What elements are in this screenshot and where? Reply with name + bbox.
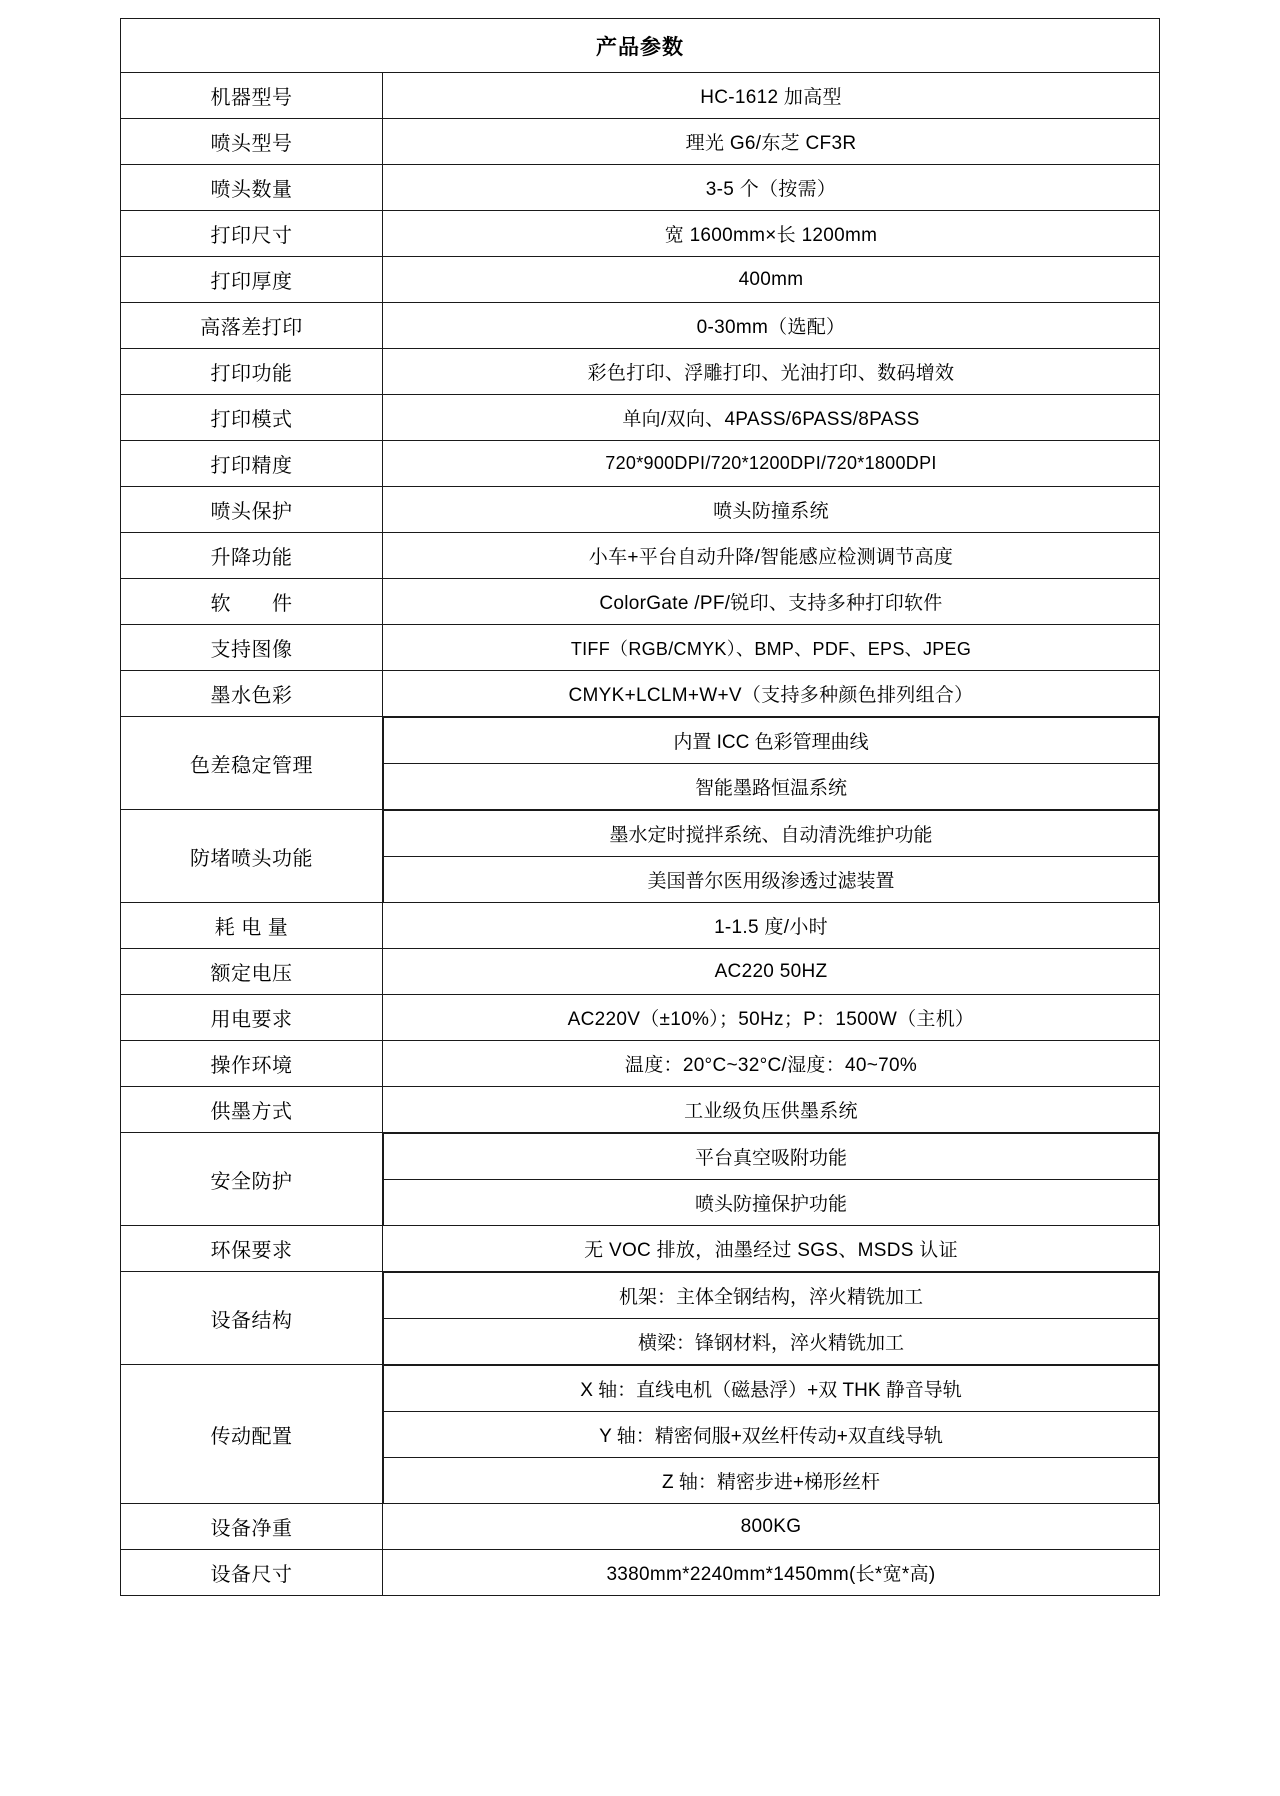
table-row (121, 1226, 1160, 1272)
product-spec-table (120, 18, 1160, 1596)
spec-value-sublist (383, 1272, 1159, 1364)
spec-value-cell: 温度：20°C~32°C/湿度：40~70% (383, 1041, 1160, 1087)
spec-label: 打印尺寸 (121, 211, 383, 257)
table-row (121, 349, 1160, 395)
spec-label: 设备尺寸 (121, 1550, 383, 1596)
spec-value-cell (383, 1272, 1160, 1365)
table-row (121, 1365, 1160, 1504)
spec-value: 内置 ICC 色彩管理曲线 (384, 718, 1159, 764)
spec-value-subrow (384, 718, 1159, 764)
spec-value-cell: 800KG (383, 1504, 1160, 1550)
spec-value-subrow (384, 1412, 1159, 1458)
table-row (121, 717, 1160, 810)
table-row (121, 1041, 1160, 1087)
table-row (121, 1504, 1160, 1550)
table-row (121, 303, 1160, 349)
spec-value-subrow (384, 1180, 1159, 1226)
page-title: 产品参数 (121, 19, 1160, 73)
spec-label: 喷头保护 (121, 487, 383, 533)
spec-label: 墨水色彩 (121, 671, 383, 717)
spec-label: 供墨方式 (121, 1087, 383, 1133)
table-row (121, 995, 1160, 1041)
table-row (121, 441, 1160, 487)
spec-label: 传动配置 (121, 1365, 383, 1504)
spec-value-cell (383, 1133, 1160, 1226)
spec-value-subrow (384, 1134, 1159, 1180)
spec-value-cell: ColorGate /PF/锐印、支持多种打印软件 (383, 579, 1160, 625)
spec-value-sublist (383, 810, 1159, 902)
spec-value-cell: 宽 1600mm×长 1200mm (383, 211, 1160, 257)
spec-label: 安全防护 (121, 1133, 383, 1226)
spec-label: 防堵喷头功能 (121, 810, 383, 903)
table-row (121, 1087, 1160, 1133)
spec-value-subrow (384, 857, 1159, 903)
spec-value-cell: 720*900DPI/720*1200DPI/720*1800DPI (383, 441, 1160, 487)
spec-rows (121, 73, 1160, 1596)
table-row (121, 533, 1160, 579)
spec-value-cell: TIFF（RGB/CMYK）、BMP、PDF、EPS、JPEG (383, 625, 1160, 671)
spec-value-cell: 理光 G6/东芝 CF3R (383, 119, 1160, 165)
table-row (121, 211, 1160, 257)
spec-value-cell: 工业级负压供墨系统 (383, 1087, 1160, 1133)
spec-label: 环保要求 (121, 1226, 383, 1272)
spec-label: 软 件 (121, 579, 383, 625)
spec-value-sublist (383, 717, 1159, 809)
spec-value: 智能墨路恒温系统 (384, 764, 1159, 810)
table-row (121, 165, 1160, 211)
spec-label: 机器型号 (121, 73, 383, 119)
spec-value-subrow (384, 764, 1159, 810)
spec-value-cell: 无 VOC 排放，油墨经过 SGS、MSDS 认证 (383, 1226, 1160, 1272)
spec-value: 墨水定时搅拌系统、自动清洗维护功能 (384, 811, 1159, 857)
spec-value-cell (383, 717, 1160, 810)
table-row (121, 579, 1160, 625)
spec-value-subrow (384, 1366, 1159, 1412)
spec-value: 美国普尔医用级渗透过滤装置 (384, 857, 1159, 903)
spec-label: 打印模式 (121, 395, 383, 441)
spec-value-subrow (384, 1273, 1159, 1319)
spec-label: 用电要求 (121, 995, 383, 1041)
spec-value-sublist (383, 1365, 1159, 1503)
spec-value-cell: AC220 50HZ (383, 949, 1160, 995)
spec-label: 设备净重 (121, 1504, 383, 1550)
spec-value-cell: 喷头防撞系统 (383, 487, 1160, 533)
table-row (121, 257, 1160, 303)
spec-value-subrow (384, 1319, 1159, 1365)
spec-label: 额定电压 (121, 949, 383, 995)
spec-value-subrow (384, 811, 1159, 857)
spec-label: 高落差打印 (121, 303, 383, 349)
spec-label: 耗 电 量 (121, 903, 383, 949)
spec-label: 色差稳定管理 (121, 717, 383, 810)
spec-label: 设备结构 (121, 1272, 383, 1365)
spec-value-cell: 小车+平台自动升降/智能感应检测调节高度 (383, 533, 1160, 579)
spec-value-subrow (384, 1458, 1159, 1504)
table-row (121, 73, 1160, 119)
spec-value-cell: AC220V（±10%）；50Hz；P：1500W（主机） (383, 995, 1160, 1041)
spec-value-cell: 单向/双向、4PASS/6PASS/8PASS (383, 395, 1160, 441)
spec-value-sublist (383, 1133, 1159, 1225)
spec-value-cell (383, 810, 1160, 903)
spec-value: X 轴：直线电机（磁悬浮）+双 THK 静音导轨 (384, 1366, 1159, 1412)
spec-label: 操作环境 (121, 1041, 383, 1087)
spec-value-cell: CMYK+LCLM+W+V（支持多种颜色排列组合） (383, 671, 1160, 717)
table-row (121, 625, 1160, 671)
spec-value: 横梁：锋钢材料，淬火精铣加工 (384, 1319, 1159, 1365)
spec-value: 喷头防撞保护功能 (384, 1180, 1159, 1226)
spec-value-cell: HC-1612 加高型 (383, 73, 1160, 119)
table-row (121, 1550, 1160, 1596)
table-row (121, 395, 1160, 441)
spec-value-cell: 3-5 个（按需） (383, 165, 1160, 211)
spec-table-body (121, 19, 1160, 73)
table-row (121, 671, 1160, 717)
spec-label: 支持图像 (121, 625, 383, 671)
spec-value-cell: 3380mm*2240mm*1450mm(长*宽*高) (383, 1550, 1160, 1596)
table-title-row (121, 19, 1160, 73)
spec-value: 平台真空吸附功能 (384, 1134, 1159, 1180)
spec-label: 喷头数量 (121, 165, 383, 211)
spec-value-cell (383, 1365, 1160, 1504)
spec-value-cell: 1-1.5 度/小时 (383, 903, 1160, 949)
table-row (121, 949, 1160, 995)
table-row (121, 903, 1160, 949)
spec-value: 机架：主体全钢结构，淬火精铣加工 (384, 1273, 1159, 1319)
spec-label: 喷头型号 (121, 119, 383, 165)
spec-value: Y 轴：精密伺服+双丝杆传动+双直线导轨 (384, 1412, 1159, 1458)
table-row (121, 1272, 1160, 1365)
spec-label: 打印功能 (121, 349, 383, 395)
table-row (121, 1133, 1160, 1226)
spec-value-cell: 400mm (383, 257, 1160, 303)
spec-value: Z 轴：精密步进+梯形丝杆 (384, 1458, 1159, 1504)
spec-label: 打印厚度 (121, 257, 383, 303)
table-row (121, 487, 1160, 533)
table-row (121, 810, 1160, 903)
spec-label: 升降功能 (121, 533, 383, 579)
spec-value-cell: 彩色打印、浮雕打印、光油打印、数码增效 (383, 349, 1160, 395)
spec-label: 打印精度 (121, 441, 383, 487)
table-row (121, 119, 1160, 165)
spec-value-cell: 0-30mm（选配） (383, 303, 1160, 349)
